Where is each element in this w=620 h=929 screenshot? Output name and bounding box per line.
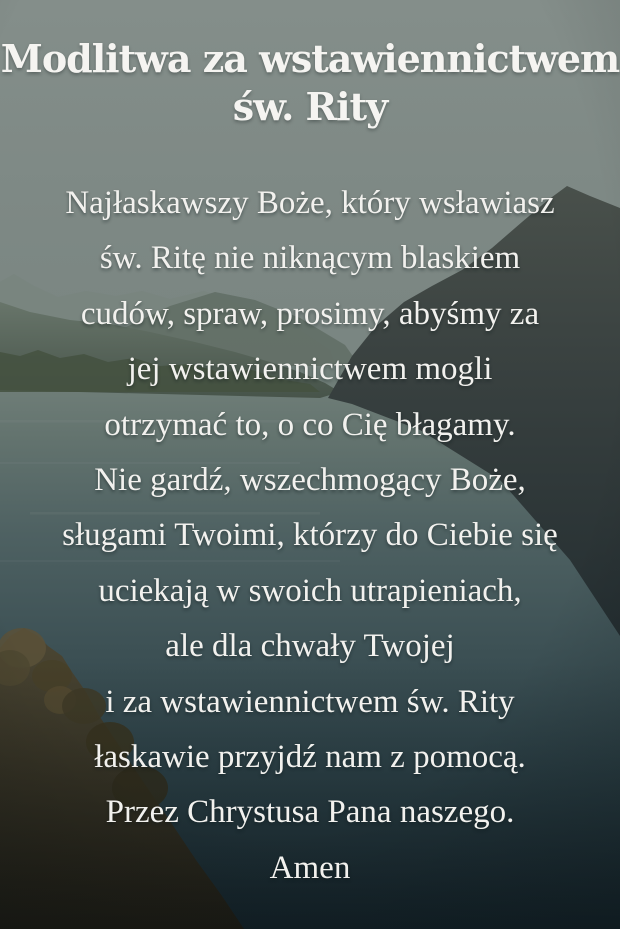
prayer-text: [0, 176, 620, 896]
prayer-line: sługami Twoimi, którzy do Ciebie się: [62, 517, 558, 554]
prayer-line: Przez Chrystusa Pana naszego.: [105, 794, 515, 831]
prayer-line: uciekają w swoich utrapieniach,: [98, 572, 522, 609]
prayer-line: św. Ritę nie niknącym blaskiem: [99, 240, 521, 277]
prayer-line: i za wstawiennictwem św. Rity: [105, 683, 515, 720]
prayer-line: cudów, spraw, prosimy, abyśmy za: [80, 295, 540, 332]
prayer-line: Najłaskawszy Boże, który wsławiasz: [65, 185, 555, 221]
title-line-2: św. Rity: [232, 84, 388, 129]
prayer-line: otrzymać to, o co Cię błagamy.: [104, 406, 516, 443]
amen-line: Amen: [269, 849, 351, 886]
prayer-line: jej wstawiennictwem mogli: [127, 351, 493, 388]
title-line-1: Modlitwa za wstawiennictwem: [0, 36, 620, 81]
page-title: [0, 35, 620, 131]
prayer-line: Nie gardź, wszechmogący Boże,: [94, 462, 526, 499]
prayer-line: łaskawie przyjdź nam z pomocą.: [94, 739, 526, 776]
prayer-line: ale dla chwały Twojej: [165, 628, 455, 665]
